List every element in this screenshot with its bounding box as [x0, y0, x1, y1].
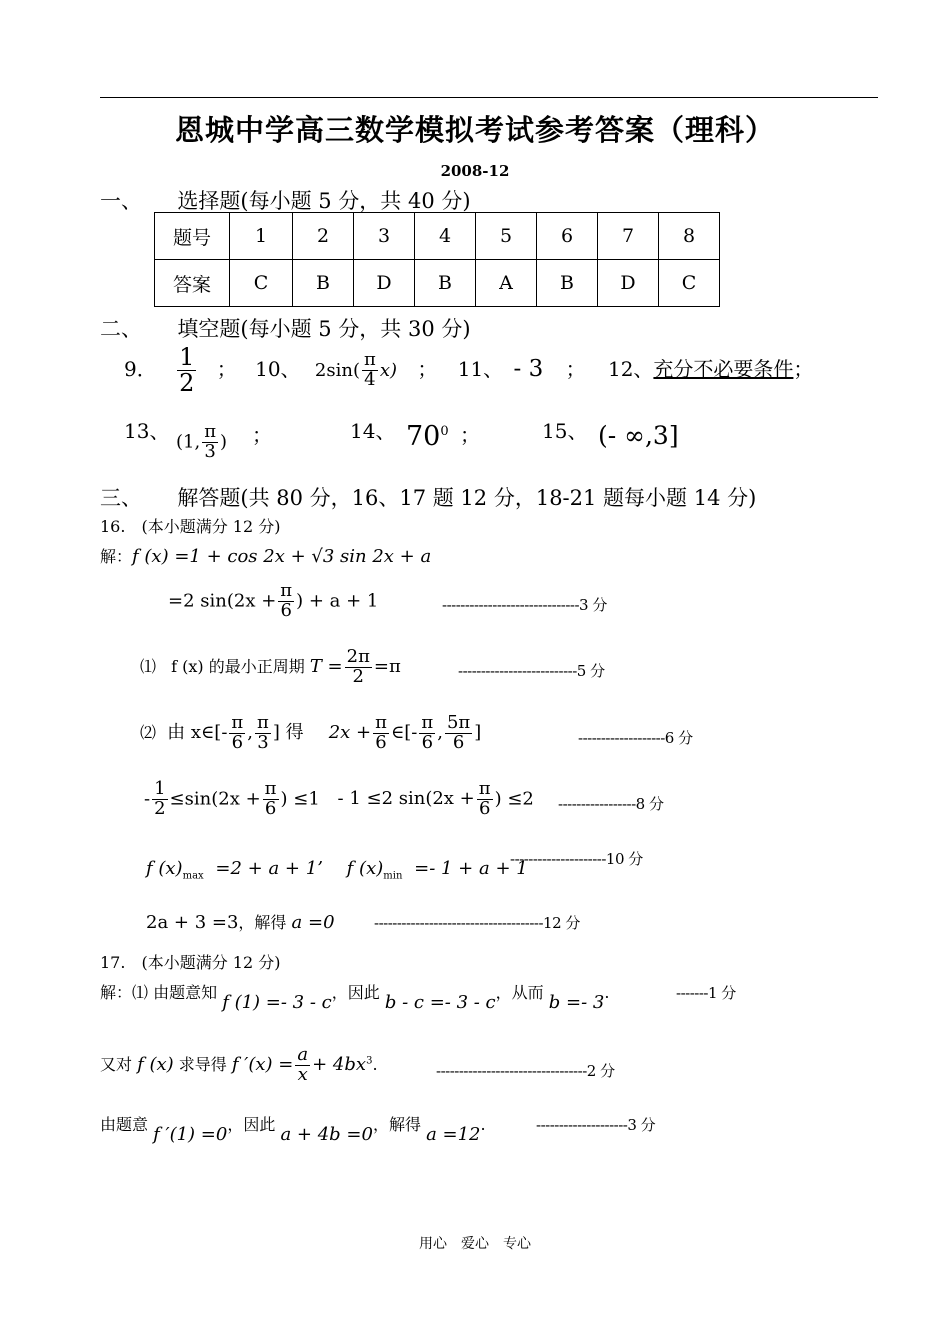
score-mark: ------------------------------3 分	[442, 596, 607, 614]
text: f ′(1) =0	[153, 1124, 228, 1145]
q10-num: π	[363, 349, 376, 371]
fraction-den: 6	[452, 731, 465, 753]
text: ,	[247, 721, 253, 743]
text: -	[144, 788, 151, 810]
fraction-num: π	[375, 712, 387, 733]
text: a + 4b =0	[280, 1124, 373, 1145]
fraction-num: 2π	[346, 646, 370, 667]
text: 2x +	[328, 721, 372, 743]
table-row	[155, 213, 720, 260]
text: ≤sin(2x +	[169, 788, 261, 810]
fraction-num: 5π	[446, 712, 471, 733]
text: 解：⑴ 由题意知	[100, 983, 218, 1002]
section3-heading	[100, 482, 756, 512]
text: b =- 3	[548, 992, 605, 1013]
text: ∈[-	[390, 721, 418, 743]
fraction-num: π	[257, 712, 269, 733]
fraction	[345, 648, 372, 687]
sep: ；	[460, 423, 480, 447]
fraction	[255, 714, 271, 753]
sep: ；	[565, 357, 586, 382]
q13-post: )	[220, 431, 228, 453]
fraction	[229, 714, 245, 753]
text: 2a + 3 =3	[146, 912, 239, 933]
q14-sup: 0	[440, 424, 449, 439]
fraction	[295, 1046, 310, 1085]
q14-number: 70	[406, 421, 441, 452]
text: - 1 ≤2 sin(2x +	[337, 788, 475, 810]
q9-fraction	[177, 345, 196, 396]
q10-label: 10、	[255, 357, 301, 382]
text: ]	[474, 721, 482, 743]
score-mark: -------1 分	[676, 984, 736, 1002]
text: 由 x∈[-	[167, 721, 228, 743]
p17-line-2	[100, 1046, 378, 1085]
fraction-den: 6	[264, 797, 277, 819]
p17-line-1	[100, 980, 610, 1013]
table-cell: 4	[415, 213, 476, 260]
table-cell: 5	[476, 213, 537, 260]
date: 2008-12	[440, 162, 510, 180]
q11-value: - 3	[513, 356, 544, 383]
fraction	[278, 582, 294, 621]
table-cell: 7	[598, 213, 659, 260]
text: 求导得	[178, 1054, 227, 1074]
table-cell: B	[293, 260, 354, 307]
p16-l3-post: =π	[373, 655, 401, 677]
q9-den: 2	[179, 369, 195, 398]
table-cell: D	[598, 260, 659, 307]
score-mark: ---------------------------------2 分	[436, 1062, 615, 1080]
text: a =12	[426, 1124, 481, 1145]
q13-fraction	[202, 423, 218, 462]
fraction-den: 6	[478, 797, 491, 819]
fraction-num: π	[231, 712, 244, 733]
fill-line-1	[124, 345, 813, 396]
section2-title: 填空题(每小题 5 分，共 30 分)	[177, 317, 471, 341]
top-rule	[100, 97, 878, 98]
section1-title: 选择题(每小题 5 分，共 40 分)	[177, 189, 471, 213]
p17-line-3	[100, 1112, 486, 1145]
table-cell: D	[354, 260, 415, 307]
q10-fraction	[362, 351, 378, 390]
fraction	[419, 714, 435, 753]
q10-post: x)	[379, 360, 397, 382]
fraction	[445, 714, 472, 753]
p16-line-3	[140, 648, 401, 687]
footer: 用心 爱心 专心	[419, 1236, 531, 1252]
q13-pre: (1,	[176, 431, 201, 453]
fraction-num: π	[421, 712, 434, 733]
fraction-den: 3	[257, 731, 269, 753]
fraction	[152, 780, 167, 819]
p16-sol: 解：	[100, 547, 133, 566]
p16-l3-text: f (x) 的最小正周期	[171, 656, 305, 676]
page-title: 恩城中学高三数学模拟考试参考答案（理科）	[174, 113, 775, 147]
p16-line-1	[100, 544, 431, 567]
subscript: min	[383, 870, 403, 882]
p16-l2-pre: =2 sin(2x +	[168, 590, 277, 612]
p17-label: 17. (本小题满分 12 分)	[100, 953, 281, 972]
q10-den: 4	[364, 369, 376, 391]
text: f (1) =- 3 - c	[222, 992, 332, 1013]
fraction-num: π	[280, 580, 293, 601]
p16-l4-tag: ⑵	[140, 722, 157, 742]
q14-label: 14、	[350, 419, 396, 443]
text: ，解得	[372, 1115, 421, 1134]
q14-value	[406, 421, 449, 452]
table-cell: B	[415, 260, 476, 307]
fraction-num: π	[264, 778, 277, 799]
text: =- 1 + a + 1	[414, 858, 528, 879]
fraction-den: 6	[280, 599, 292, 621]
score-mark: --------------------------5 分	[458, 662, 605, 680]
fraction	[263, 780, 279, 819]
text: .	[480, 1115, 486, 1134]
q15-label: 15、	[542, 419, 588, 443]
fraction-num: a	[297, 1044, 309, 1065]
p16-line-6	[146, 858, 528, 882]
p16-line-2	[168, 582, 378, 621]
text: ) ≤1	[280, 788, 320, 810]
section3-title: 解答题(共 80 分，16、17 题 12 分，18-21 题每小题 14 分)	[177, 486, 757, 510]
q9-label: 9．	[124, 357, 157, 382]
fraction-den: x	[297, 1063, 308, 1085]
superscript: 3	[366, 1055, 373, 1067]
text: 由题意	[100, 1115, 149, 1134]
text: b - c =- 3 - c	[384, 992, 496, 1013]
text: .	[604, 983, 610, 1002]
text: 又对	[100, 1054, 133, 1074]
score-mark: --------------------3 分	[536, 1116, 656, 1134]
fraction	[373, 714, 389, 753]
table-cell: 2	[293, 213, 354, 260]
text: f ′(x) =	[231, 1053, 294, 1075]
table-cell: 6	[537, 213, 598, 260]
score-mark: ---------------------10 分	[510, 850, 643, 868]
text: .	[372, 1054, 378, 1074]
table-cell: 答案	[155, 260, 230, 307]
q11-label: 11、	[457, 357, 504, 382]
fraction	[477, 780, 493, 819]
section1-heading	[100, 185, 471, 215]
table-cell: C	[230, 260, 293, 307]
q12-value: 充分不必要条件	[653, 357, 794, 382]
table-row	[155, 260, 720, 307]
text: =2 + a + 1	[215, 858, 318, 879]
table-cell: A	[476, 260, 537, 307]
text: f (x)	[346, 858, 384, 879]
fraction-den: 2	[154, 797, 166, 819]
sep: ；	[417, 357, 438, 382]
section2-heading	[100, 313, 471, 343]
score-mark: -------------------------------------12 分	[374, 914, 580, 932]
q12-label: 12、	[607, 357, 654, 382]
fill-line-2	[124, 415, 764, 471]
fraction-den: 6	[231, 731, 244, 753]
score-mark: -------------------6 分	[578, 729, 693, 747]
text: ，因此	[331, 983, 380, 1002]
score-mark: -----------------8 分	[558, 795, 664, 813]
p16-line-5	[144, 780, 534, 819]
end-mark: ；	[793, 357, 814, 382]
answer-table	[154, 212, 720, 307]
section3-num: 三、	[100, 486, 142, 510]
q15-value: (- ∞,3]	[598, 421, 679, 450]
p16-eq1: f (x) =1 + cos 2x + √3 sin 2x + a	[132, 546, 432, 567]
text: ,	[437, 721, 443, 743]
text: ，因此	[227, 1115, 276, 1134]
fraction-num: 1	[154, 778, 166, 799]
text: ，解得	[238, 913, 287, 932]
p16-l3-tag: ⑴	[140, 656, 157, 676]
p16-l2-post: ) + a + 1	[296, 590, 379, 612]
fraction-num: π	[478, 778, 491, 799]
text: f (x)	[146, 858, 183, 879]
q13-num: π	[204, 421, 217, 442]
text: ，从而	[495, 983, 544, 1002]
text: ’	[317, 858, 323, 879]
text: ) ≤2	[494, 788, 534, 810]
section1-num: 一、	[100, 189, 142, 213]
text: ] 得	[272, 721, 304, 743]
q9-num: 1	[179, 343, 195, 371]
p16-l3-T: T =	[309, 655, 343, 677]
q13-label: 13、	[124, 419, 170, 443]
p16-line-4	[140, 714, 481, 753]
q10-pre: 2sin(	[314, 360, 360, 382]
fraction-den: 6	[375, 731, 387, 753]
text: a =0	[291, 912, 335, 933]
table-cell: C	[659, 260, 720, 307]
q13-den: 3	[204, 440, 216, 462]
table-cell: 1	[230, 213, 293, 260]
table-cell: 题号	[155, 213, 230, 260]
text: f (x)	[137, 1053, 174, 1075]
q13-answer	[176, 423, 227, 462]
table-cell: B	[537, 260, 598, 307]
text: + 4bx	[312, 1053, 367, 1075]
fraction-den: 6	[421, 731, 434, 753]
table-cell: 8	[659, 213, 720, 260]
subscript: max	[182, 870, 204, 882]
table-cell: 3	[354, 213, 415, 260]
section2-num: 二、	[100, 317, 142, 341]
sep: ；	[216, 357, 237, 382]
sep: ；	[252, 423, 272, 447]
p16-label: 16. (本小题满分 12 分)	[100, 517, 281, 536]
fraction-den: 2	[352, 665, 364, 687]
p16-line-7	[146, 910, 335, 933]
